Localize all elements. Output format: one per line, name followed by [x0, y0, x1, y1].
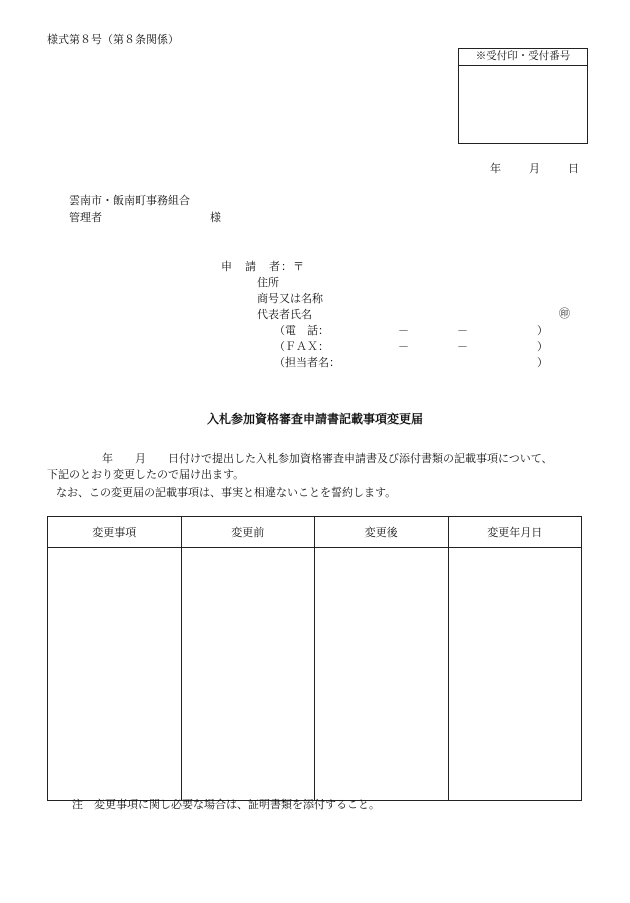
date-day-label: 日 [568, 162, 579, 175]
column-change-item: 変更事項 [48, 517, 182, 548]
seal-mark-icon: ㊞ [559, 307, 570, 320]
applicant-address-label: 住所 [257, 276, 279, 289]
fax-row [274, 340, 548, 354]
contact-close-paren: ） [537, 356, 548, 369]
footnote: 注 変更事項に関し必要な場合は、証明書類を添付すること。 [72, 798, 380, 811]
phone-close-paren: ） [537, 324, 548, 337]
table-row [48, 548, 582, 801]
contact-label: （担当者名： [274, 356, 340, 369]
addressee-title: 管理者 [69, 211, 102, 224]
form-number: 様式第８号（第８条関係） [47, 33, 179, 46]
body-line-1: 年 月 日付けで提出した入札参加資格審査申請書及び添付書類の記載事項について、 [47, 452, 553, 465]
phone-dash-2: － [457, 324, 468, 337]
applicant-representative-label: 代表者氏名 [257, 308, 312, 321]
date-month-label: 月 [529, 162, 540, 175]
receipt-stamp-box [458, 48, 588, 144]
applicant-label: 申 請 者：〒 [221, 260, 305, 273]
applicant-company-label: 商号又は名称 [257, 292, 323, 305]
receipt-box-label: ※受付印・受付番号 [459, 49, 587, 66]
changes-table [47, 516, 582, 801]
fax-dash-2: － [457, 340, 468, 353]
contact-row [274, 356, 548, 370]
document-title: 入札参加資格審査申請書記載事項変更届 [206, 412, 423, 426]
phone-label: （電 話： [274, 324, 329, 337]
column-change-date: 変更年月日 [448, 517, 582, 548]
fax-dash-1: － [398, 340, 409, 353]
column-after: 変更後 [315, 517, 449, 548]
body-line-3: なお、この変更届の記載事項は、事実と相違ないことを誓約します。 [56, 486, 397, 499]
fax-close-paren: ） [537, 340, 548, 353]
date-year-label: 年 [490, 162, 501, 175]
submission-date [490, 162, 579, 176]
phone-row [274, 324, 548, 338]
table-header-row [48, 517, 582, 548]
cell-before[interactable] [181, 548, 315, 801]
addressee-honorific: 様 [210, 211, 221, 224]
cell-after[interactable] [315, 548, 449, 801]
fax-label: （ＦＡＸ： [274, 340, 329, 353]
cell-change-item[interactable] [48, 548, 182, 801]
body-line-2: 下記のとおり変更したので届け出ます。 [47, 468, 245, 481]
column-before: 変更前 [181, 517, 315, 548]
phone-dash-1: － [398, 324, 409, 337]
addressee-organization: 雲南市・飯南町事務組合 [69, 194, 190, 207]
cell-change-date[interactable] [448, 548, 582, 801]
